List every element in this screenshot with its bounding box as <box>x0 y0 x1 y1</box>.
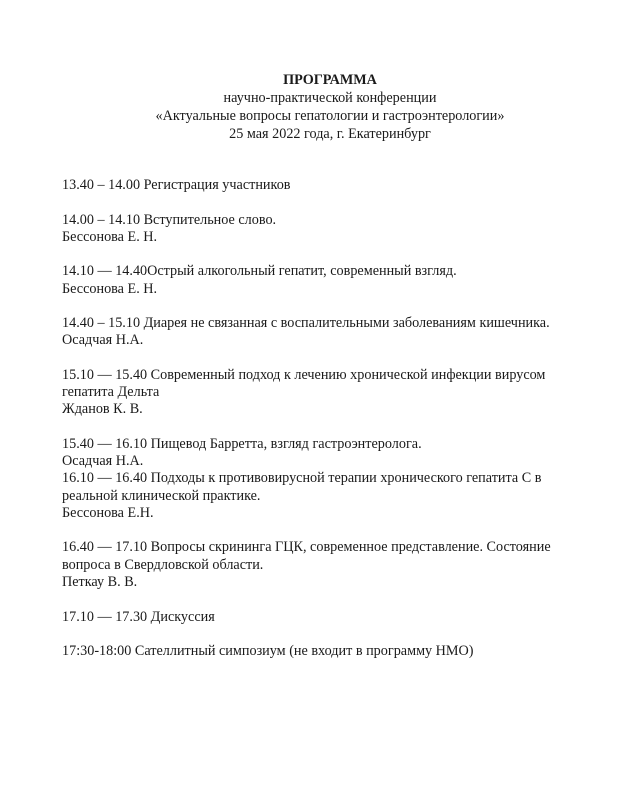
program-item <box>62 539 602 591</box>
program-item-title-cont: вопроса в Свердловской области. <box>62 556 264 573</box>
program-item <box>62 643 602 660</box>
program-item-title: 14.40 – 15.10 Диарея не связанная с воспалительными заболеваниям кишечника. <box>62 315 550 332</box>
program-item-speaker: Бессонова Е. Н. <box>62 280 158 297</box>
program-item-speaker: Осадчая Н.А. <box>62 453 144 470</box>
program-item-title-cont: гепатита Дельта <box>62 384 160 401</box>
program-item-speaker: Петкау В. В. <box>62 574 138 591</box>
program-item <box>62 436 602 471</box>
program-item-speaker: Бессонова Е.Н. <box>62 504 154 521</box>
program-subtitle: научно-практической конференции <box>223 90 437 106</box>
program-item-speaker: Бессонова Е. Н. <box>62 228 158 245</box>
program-item-title: 17.10 — 17.30 Дискуссия <box>62 608 215 625</box>
conference-name: «Актуальные вопросы гепатологии и гастроэнтерологии» <box>155 108 505 124</box>
program-item-title-cont: реальной клинической практике. <box>62 487 261 504</box>
program-item <box>62 177 602 194</box>
program-item <box>62 315 602 350</box>
program-item <box>62 212 602 247</box>
program-title: ПРОГРАММА <box>283 72 377 88</box>
program-item-title: 17:30-18:00 Сателлитный симпозиум (не входит в программу НМО) <box>62 643 474 660</box>
program-item-speaker: Жданов К. В. <box>62 401 143 418</box>
program-item <box>62 367 602 419</box>
document-header <box>0 71 636 143</box>
program-item <box>62 470 602 522</box>
program-item <box>62 263 602 298</box>
program-item-title: 14.00 – 14.10 Вступительное слово. <box>62 211 277 228</box>
program-item-title: 15.10 — 15.40 Современный подход к лечению хронической инфекции вирусом <box>62 366 546 383</box>
program-item-title: 16.40 — 17.10 Вопросы скрининга ГЦК, современное представление. Состояние <box>62 539 551 556</box>
program-list <box>62 177 602 678</box>
date-place: 25 мая 2022 года, г. Екатеринбург <box>229 126 431 142</box>
program-item-title: 15.40 — 16.10 Пищевод Барретта, взгляд гастроэнтеролога. <box>62 435 422 452</box>
program-item <box>62 609 602 626</box>
program-item-title: 14.10 — 14.40Острый алкогольный гепатит, современный взгляд. <box>62 263 457 280</box>
program-item-title: 13.40 – 14.00 Регистрация участников <box>62 177 291 193</box>
program-item-speaker: Осадчая Н.А. <box>62 332 144 349</box>
program-item-title: 16.10 — 16.40 Подходы к противовирусной терапии хронического гепатита С в <box>62 470 542 487</box>
